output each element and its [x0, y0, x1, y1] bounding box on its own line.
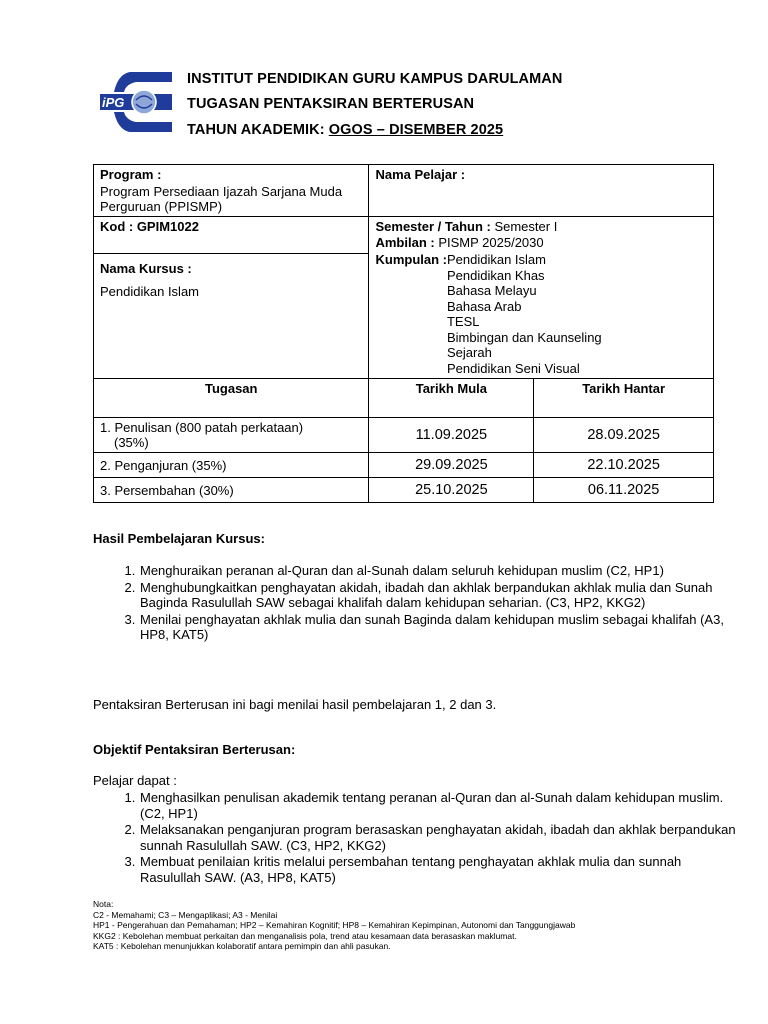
semester-cell	[369, 217, 714, 379]
end-date: 06.11.2025	[534, 478, 714, 503]
start-date: 25.10.2025	[369, 478, 534, 503]
task-cell: 1. Penulisan (800 patah perkataan) (35%)	[94, 418, 369, 453]
footnote-line: HP1 - Pengerahuan dan Pemahaman; HP2 – Kemahiran Kognitif; HP8 – Kemahiran Kepimpinan, Autonomi dan Tanggungjawab	[93, 920, 576, 930]
semester-value: Semester I	[494, 219, 558, 234]
start-date: 11.09.2025	[369, 418, 534, 453]
document-title: TUGASAN PENTAKSIRAN BERTERUSAN	[187, 96, 475, 112]
group-item: Pendidikan Khas	[446, 267, 545, 283]
objectives-heading: Objektif Pentaksiran Berterusan:	[93, 742, 296, 757]
course-name-cell	[94, 254, 369, 379]
footnote-line: Nota:	[93, 899, 114, 909]
group-item: Bahasa Arab	[446, 298, 522, 314]
group-label: Kumpulan :	[375, 252, 447, 267]
list-item: 1. Menghasilkan penulisan akademik tentang peranan al-Quran dan al-Sunah dalam kehidupan muslim. (C2, HP1)	[139, 790, 739, 821]
table-row	[94, 453, 714, 478]
task-cell: 3. Persembahan (30%)	[94, 478, 369, 503]
program-label: Program :	[100, 167, 162, 182]
group-item: TESL	[446, 314, 480, 329]
col-header-start: Tarikh Mula	[369, 379, 534, 418]
semester-label: Semester / Tahun :	[375, 219, 495, 234]
course-info-table	[93, 164, 714, 503]
academic-year	[187, 122, 503, 138]
academic-year-value: OGOS – DISEMBER 2025	[328, 122, 504, 138]
list-item: 1. Menghuraikan peranan al-Quran dan al-Sunah dalam seluruh kehidupan muslim (C2, HP1)	[139, 563, 739, 579]
footnote-line: C2 - Memahami; C3 – Mengaplikasi; A3 - Menilai	[93, 909, 278, 920]
institute-name: INSTITUT PENDIDIKAN GURU KAMPUS DARULAMAN	[187, 71, 563, 87]
student-name-cell: Nama Pelajar :	[369, 165, 714, 217]
ipg-logo	[100, 70, 174, 134]
task-cell: 2. Penganjuran (35%)	[94, 453, 369, 478]
group-item: Bimbingan dan Kaunseling	[446, 329, 602, 345]
list-item: 3. Menilai penghayatan akhlak mulia dan sunah Baginda dalam kehidupan muslim sebagai khalifah (A3, HP8, KAT5)	[139, 612, 739, 643]
list-item: 2. Melaksanakan penganjuran program berasaskan penghayatan akidah, ibadah dan akhlak berpandukan sunnah Rasulullah SAW. (C3, HP2, KKG2)	[139, 822, 739, 853]
table-row	[94, 418, 714, 453]
outcomes-note: Pentaksiran Berterusan ini bagi menilai hasil pembelajaran 1, 2 dan 3.	[93, 697, 497, 712]
course-name-label: Nama Kursus :	[100, 261, 192, 276]
program-cell	[94, 165, 369, 217]
start-date: 29.09.2025	[369, 453, 534, 478]
group-item: Pendidikan Islam	[446, 252, 546, 267]
logo-text: iPG	[102, 95, 125, 110]
col-header-task: Tugasan	[94, 379, 369, 418]
end-date: 22.10.2025	[534, 453, 714, 478]
group-item: Pendidikan Seni Visual	[446, 360, 580, 376]
outcomes-heading: Hasil Pembelajaran Kursus:	[93, 531, 265, 546]
group-list	[447, 252, 602, 376]
group-item: Sejarah	[446, 345, 492, 360]
group-item: Bahasa Melayu	[446, 283, 537, 298]
course-name-value: Pendidikan Islam	[100, 284, 199, 299]
program-value: Program Persediaan Ijazah Sarjana Muda Perguruan (PPISMP)	[100, 184, 343, 214]
table-row	[94, 478, 714, 503]
footnote-line: KKG2 : Kebolehan membuat perkaitan dan menganalisis pola, trend atau kesamaan data berasaskan maklumat.	[93, 930, 517, 941]
footnotes	[93, 899, 575, 952]
intake-label: Ambilan :	[375, 235, 439, 250]
footnote-line: KAT5 : Kebolehan menunjukkan kolaboratif antara pemimpin dan ahli pasukan.	[93, 941, 391, 951]
list-item: 2. Menghubungkaitkan penghayatan akidah, ibadah dan akhlak berpandukan akhlak mulia dan Sunah Baginda Rasulullah SAW sebagai khalifah dalam kehidupan seharian. (C3, HP2, KKG2)	[139, 580, 739, 611]
academic-year-label: TAHUN AKADEMIK:	[187, 122, 329, 138]
group-block	[375, 250, 707, 376]
intake-value: PISMP 2025/2030	[438, 235, 544, 250]
outcomes-list	[93, 563, 739, 644]
objectives-intro: Pelajar dapat :	[93, 773, 177, 788]
objectives-list	[93, 790, 739, 886]
list-item: 3. Membuat penilaian kritis melalui persembahan tentang penghayatan akhlak mulia dan sunnah Rasulullah SAW. (A3, HP8, KAT5)	[139, 854, 739, 885]
end-date: 28.09.2025	[534, 418, 714, 453]
col-header-end: Tarikh Hantar	[534, 379, 714, 418]
course-code: Kod : GPIM1022	[94, 217, 369, 254]
